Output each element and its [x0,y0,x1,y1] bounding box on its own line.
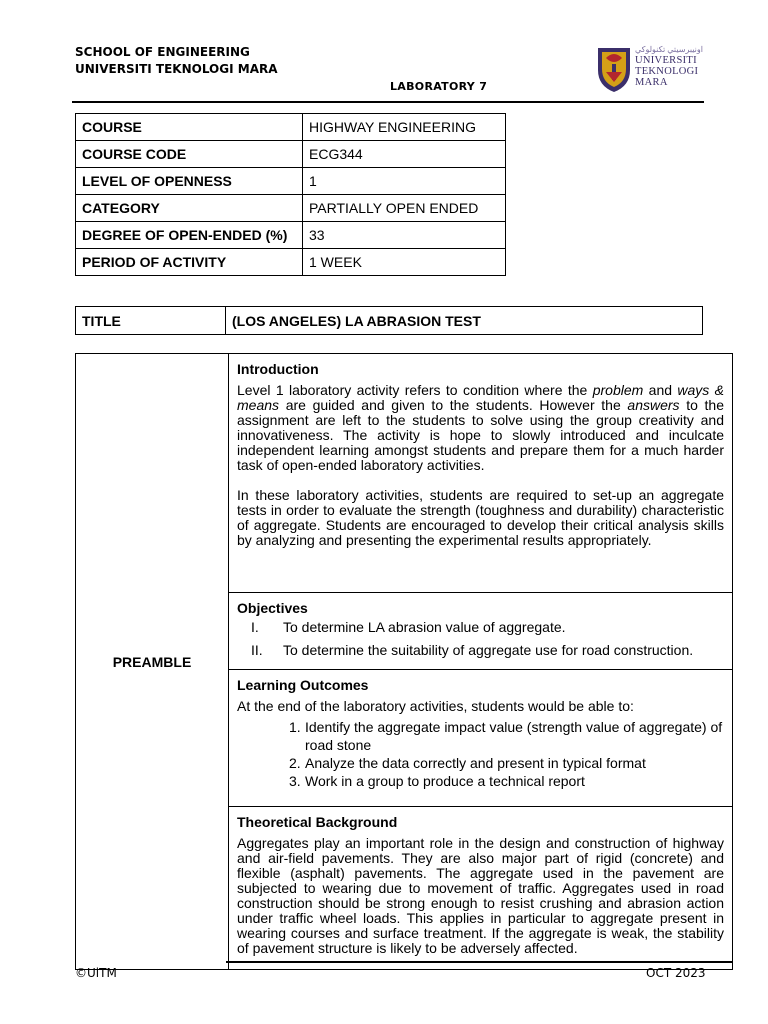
info-key: LEVEL OF OPENNESS [76,168,303,195]
table-row [76,141,506,168]
introduction-cell [229,354,733,593]
footer-copyright: ©UiTM [75,966,117,980]
logo-text [635,44,703,88]
info-value: 1 WEEK [303,249,506,276]
learning-outcomes-cell [229,670,733,807]
info-key: DEGREE OF OPEN-ENDED (%) [76,222,303,249]
info-key: COURSE CODE [76,141,303,168]
info-key: COURSE [76,114,303,141]
theoretical-background-cell [229,807,733,970]
info-key: CATEGORY [76,195,303,222]
preamble-label: PREAMBLE [76,354,229,970]
table-row [76,307,703,335]
logo-line-2: TEKNOLOGI [635,66,699,77]
table-row [76,249,506,276]
info-value: 1 [303,168,506,195]
objectives-heading: Objectives [237,600,308,616]
learning-outcomes-intro: At the end of the laboratory activities, students would be able to: [237,698,634,714]
course-info-table [75,113,506,276]
list-item: 3. Work in a group to produce a technical report [289,773,585,789]
learning-outcomes-list [289,718,724,790]
footer-divider [226,961,733,963]
learning-outcomes-heading: Learning Outcomes [237,677,369,693]
title-value: (LOS ANGELES) LA ABRASION TEST [226,307,703,335]
uitm-logo [594,40,704,96]
table-row [76,114,506,141]
header-school [75,44,278,78]
table-row [76,168,506,195]
introduction-paragraph-2: In these laboratory activities, students are required to set-up an aggregate tests in order to evaluate the strength (toughness and durability) characteristic of aggregate. Students are encouraged to develop their critical analysis skills by analyzing and presenting the experimental results appropriately. [237,487,724,548]
title-table [75,306,703,335]
laboratory-number: LABORATORY 7 [390,80,488,93]
list-item: II. To determine the suitability of aggregate use for road construction. [251,642,694,658]
crest-icon [594,42,634,94]
title-key: TITLE [76,307,226,335]
school-name: SCHOOL OF ENGINEERING [75,45,250,59]
table-row [76,195,506,222]
list-item: 2. Analyze the data correctly and present in typical format [289,755,646,771]
objectives-list [237,616,724,662]
list-item: 1. Identify the aggregate impact value (strength value of aggregate) of road stone [289,719,723,753]
theoretical-background-heading: Theoretical Background [237,814,398,830]
info-value: PARTIALLY OPEN ENDED [303,195,506,222]
objectives-cell [229,593,733,670]
introduction-paragraph-1: Level 1 laboratory activity refers to condition where the problem and ways & means are guided and given to the students. However the answers to the assignment are left to the students to solve using the group creativity and innovativeness. The activity is hope to slowly introduced and inculcate independent learning amongst students and prepare them for a much harder task of open-ended laboratory activities. [237,382,725,473]
logo-jawi-icon: ﺍﻭﻧﻴﺒﺮﺳﻴﺘﻲ ﺗﻜﻨﻮﻟﻮﻛﻲ [635,45,703,54]
logo-line-1: UNIVERSITI [635,55,697,66]
theoretical-background-text: Aggregates play an important role in the design and construction of highway and air-field pavements. They are also major part of rigid (concrete) and flexible (asphalt) pavements. The aggregate used in the pavement are subjected to wearing due to movement of traffic. Aggregates used in road construction should be strong enough to resist crushing and abrasion action under traffic wheel loads. This applies in particular to aggregate present in wearing courses and surface treatment. If the aggregate is weak, the stability of pavement structure is likely to be adversely affected. [237,835,724,956]
table-row [76,222,506,249]
info-value: 33 [303,222,506,249]
introduction-heading: Introduction [237,361,319,377]
university-name: UNIVERSITI TEKNOLOGI MARA [75,62,278,76]
info-value: ECG344 [303,141,506,168]
footer-date: OCT 2023 [646,966,706,980]
logo-line-3: MARA [635,77,668,88]
header-divider [72,101,704,103]
preamble-table [75,353,733,970]
list-item: I. To determine LA abrasion value of aggregate. [251,619,566,635]
info-key: PERIOD OF ACTIVITY [76,249,303,276]
info-value: HIGHWAY ENGINEERING [303,114,506,141]
